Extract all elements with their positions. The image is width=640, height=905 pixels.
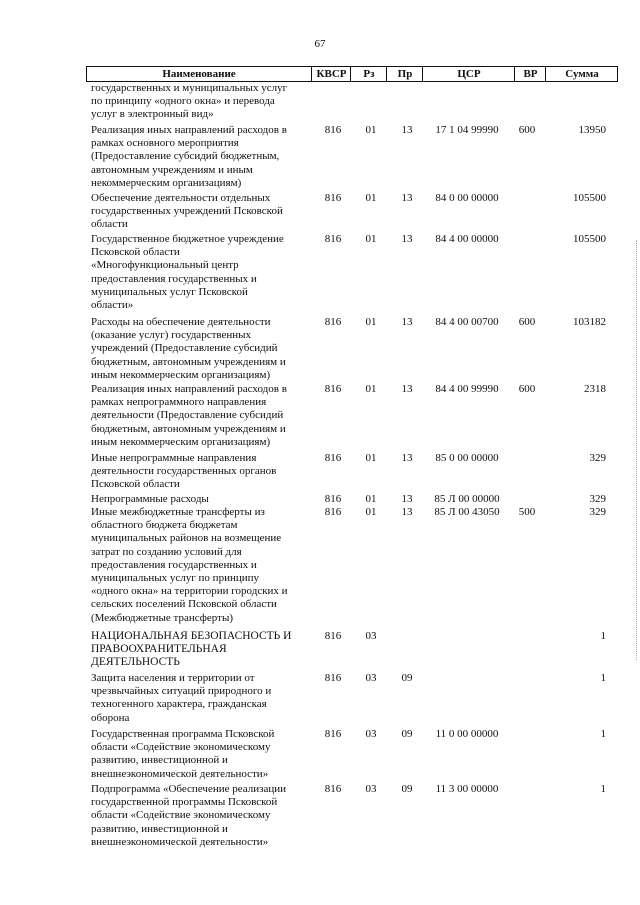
row-rz: 03: [365, 630, 377, 642]
header-name: Наименование: [162, 68, 236, 80]
row-kvsr: 816: [324, 672, 342, 684]
row-sum: 329: [589, 506, 606, 518]
row-kvsr: 816: [324, 452, 342, 464]
row-kvsr: 816: [324, 383, 342, 395]
row-csr: 85 0 00 00000: [435, 452, 499, 464]
row-pr: 09: [401, 672, 413, 684]
row-name: Государственная программа Псковской области «Содействие экономическому развитию, инвестиционной и внешнеэкономической деятельности»: [91, 728, 275, 780]
header-sum: Сумма: [545, 67, 618, 81]
row-kvsr: 816: [324, 506, 342, 518]
row-csr: 85 Л 00 43050: [434, 506, 500, 518]
row-kvsr: 816: [324, 316, 342, 328]
row-pr: 13: [401, 316, 413, 328]
header-pr: Пр: [386, 67, 423, 81]
header-rz: Рз: [350, 67, 387, 81]
row-csr: 84 0 00 00000: [435, 192, 499, 204]
row-name: Реализация иных направлений расходов в рамках основного мероприятия (Предоставление субсидий бюджетным, автономным учреждениям и иным некоммерческим организациям): [91, 124, 287, 189]
row-vr: 600: [518, 383, 536, 395]
row-vr: 500: [518, 506, 536, 518]
row-name: Подпрограмма «Обеспечение реализации государственной программы Псковской области «Содействие экономическому развитию, инвестиционной и внешнеэкономической деятельности»: [91, 783, 286, 848]
row-sum: 105500: [573, 192, 606, 204]
row-name: Реализация иных направлений расходов в рамках непрограммного направления деятельности (Предоставление субсидий бюджетным, автономным учреждениям и иным некоммерческим организациям): [91, 383, 287, 448]
row-vr: 600: [518, 124, 536, 136]
row-rz: 01: [365, 233, 377, 245]
row-sum: 1: [600, 672, 606, 684]
row-sum: 105500: [573, 233, 606, 245]
row-pr: 13: [401, 493, 413, 505]
row-rz: 03: [365, 672, 377, 684]
row-pr: 09: [401, 728, 413, 740]
row-rz: 01: [365, 493, 377, 505]
row-name: Иные непрограммные направления деятельности государственных органов Псковской области: [91, 452, 277, 491]
row-name: Непрограммные расходы: [91, 493, 209, 505]
row-csr: 85 Л 00 00000: [434, 493, 500, 505]
row-rz: 01: [365, 316, 377, 328]
row-kvsr: 816: [324, 493, 342, 505]
row-sum: 13950: [578, 124, 606, 136]
table-header: [86, 66, 618, 82]
row-pr: 09: [401, 783, 413, 795]
row-sum: 2318: [584, 383, 606, 395]
row-sum: 1: [600, 630, 606, 642]
row-kvsr: 816: [324, 783, 342, 795]
row-name: Защита населения и территории от чрезвычайных ситуаций природного и техногенного характера, гражданская оборона: [91, 672, 272, 724]
row-sum: 329: [589, 452, 606, 464]
row-kvsr: 816: [324, 192, 342, 204]
row-pr: 13: [401, 383, 413, 395]
row-sum: 329: [589, 493, 606, 505]
header-vr: ВР: [514, 67, 546, 81]
row-pr: 13: [401, 233, 413, 245]
row-kvsr: 816: [324, 630, 342, 642]
row-csr: 84 4 00 00700: [435, 316, 499, 328]
row-pr: 13: [401, 124, 413, 136]
row-pr: 13: [401, 192, 413, 204]
row-csr: 84 4 00 99990: [435, 383, 499, 395]
row-name: Государственное бюджетное учреждение Псковской области «Многофункциональный центр предоставления государственных и муниципальных услуг Псковской области»: [91, 233, 284, 312]
row-kvsr: 816: [324, 728, 342, 740]
header-kvsr: КВСР: [311, 67, 351, 81]
row-sum: 1: [600, 783, 606, 795]
row-kvsr: 816: [324, 233, 342, 245]
row-name: НАЦИОНАЛЬНАЯ БЕЗОПАСНОСТЬ И ПРАВООХРАНИТЕЛЬНАЯ ДЕЯТЕЛЬНОСТЬ: [91, 630, 292, 669]
row-name: Иные межбюджетные трансферты из областного бюджета бюджетам муниципальных районов на возмещение затрат по созданию условий для предоставления государственных и муниципальных услуг по принципу «одного окна» на территории городских и сельских поселений Псковской области (Межбюджетные трансферты): [91, 506, 288, 624]
row-pr: 13: [401, 506, 413, 518]
row-pr: 13: [401, 452, 413, 464]
row-csr: 11 3 00 00000: [435, 783, 499, 795]
row-kvsr: 816: [324, 124, 342, 136]
row-csr: 84 4 00 00000: [435, 233, 499, 245]
header-csr: ЦСР: [422, 67, 515, 81]
row-rz: 01: [365, 506, 377, 518]
row-rz: 01: [365, 192, 377, 204]
row-csr: 17 1 04 99990: [435, 124, 499, 136]
row-rz: 03: [365, 783, 377, 795]
row-vr: 600: [518, 316, 536, 328]
row-sum: 103182: [573, 316, 606, 328]
row-name: Обеспечение деятельности отдельных государственных учреждений Псковской области: [91, 192, 283, 231]
row-sum: 1: [600, 728, 606, 740]
row-csr: 11 0 00 00000: [435, 728, 499, 740]
row-rz: 01: [365, 124, 377, 136]
page-number: 67: [314, 38, 326, 50]
row-rz: 01: [365, 383, 377, 395]
row-rz: 01: [365, 452, 377, 464]
row-name: государственных и муниципальных услуг по принципу «одного окна» и перевода услуг в электронный вид»: [91, 82, 288, 121]
scan-edge-mark: [635, 240, 637, 660]
row-name: Расходы на обеспечение деятельности (оказание услуг) государственных учреждений (Предоставление субсидий бюджетным, автономным учреждениям и иным некоммерческим организациям): [91, 316, 286, 381]
row-rz: 03: [365, 728, 377, 740]
